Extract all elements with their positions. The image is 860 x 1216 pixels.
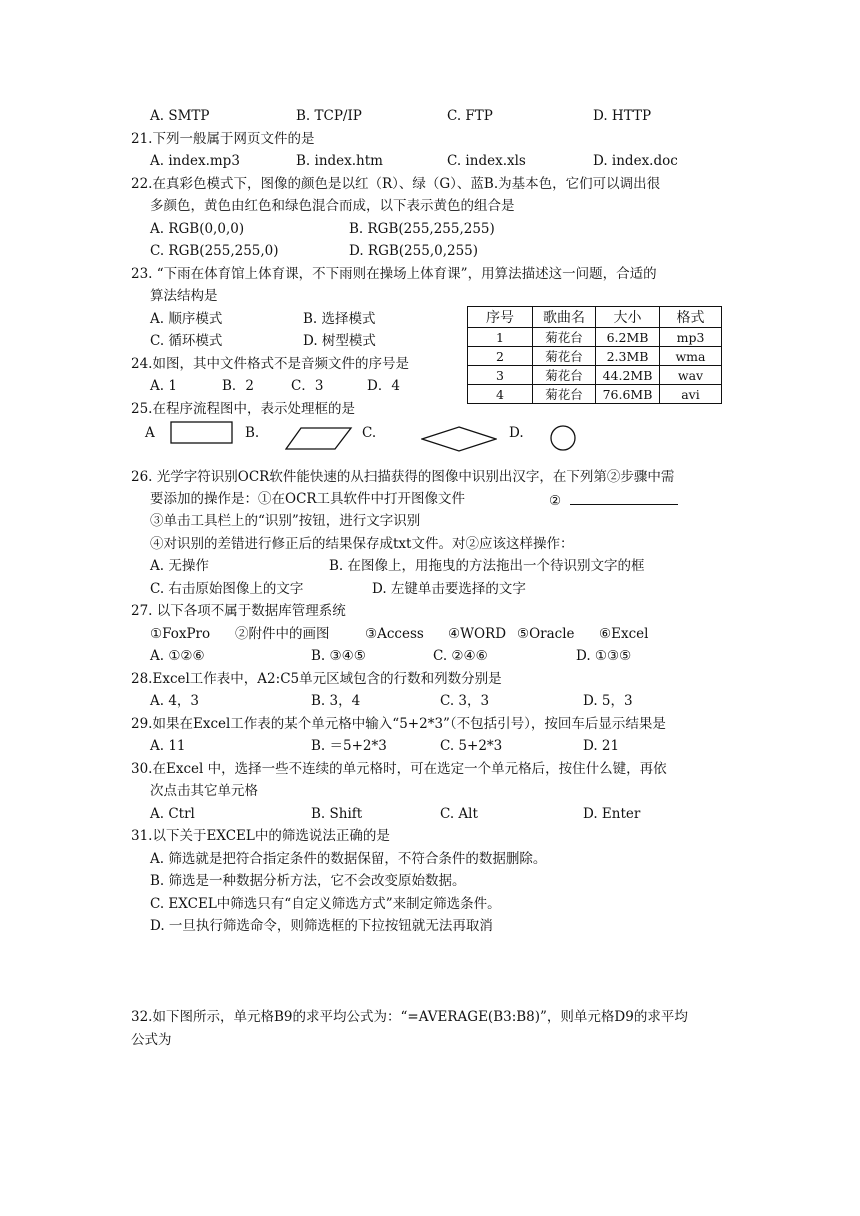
q21-option-b: B. index.htm bbox=[296, 153, 383, 169]
table-row bbox=[468, 366, 722, 385]
q23-stem-line2: 算法结构是 bbox=[150, 288, 218, 304]
cell-size: 44.2MB bbox=[596, 366, 660, 385]
q22-stem-line1: 22.在真彩色模式下，图像的颜色是以红（R）、绿（G）、蓝B.为基本色，它们可以调出很 bbox=[131, 176, 661, 192]
q24-option-c: C．3 bbox=[291, 378, 324, 394]
q27-item-4: ④WORD bbox=[448, 626, 507, 642]
q25-stem: 25.在程序流程图中，表示处理框的是 bbox=[131, 401, 355, 417]
song-table bbox=[467, 306, 722, 404]
q30-option-d: D. Enter bbox=[583, 806, 641, 822]
circle-shape bbox=[549, 424, 577, 452]
q24-option-a: A. 1 bbox=[150, 378, 177, 394]
q24-stem: 24.如图，其中文件格式不是音频文件的序号是 bbox=[131, 356, 409, 372]
q25-label-c: C. bbox=[362, 425, 377, 441]
cell-name: 菊花台 bbox=[533, 328, 596, 347]
q25-label-a: A bbox=[145, 425, 155, 441]
cell-format: mp3 bbox=[660, 328, 722, 347]
q22-option-a: A. RGB(0,0,0) bbox=[150, 221, 245, 237]
q22-stem-line2: 多颜色，黄色由红色和绿色混合而成，以下表示黄色的组合是 bbox=[150, 198, 515, 214]
q26-option-d: D. 左键单击要选择的文字 bbox=[372, 581, 526, 597]
q31-stem: 31.以下关于EXCEL中的筛选说法正确的是 bbox=[131, 828, 390, 844]
diamond-shape bbox=[421, 426, 497, 452]
q29-option-d: D. 21 bbox=[583, 738, 620, 754]
q22-option-c: C. RGB(255,255,0) bbox=[150, 243, 279, 259]
q27-option-c: C. ②④⑥ bbox=[433, 648, 488, 664]
col-header-index: 序号 bbox=[468, 307, 533, 328]
q23-stem-line1: 23. “下雨在体育馆上体育课，不下雨则在操场上体育课”，用算法描述这一问题，合适的 bbox=[131, 266, 657, 282]
cell-format: wma bbox=[660, 347, 722, 366]
q28-option-a: A. 4，3 bbox=[150, 693, 200, 709]
q28-option-b: B. 3，4 bbox=[311, 693, 361, 709]
col-header-name: 歌曲名 bbox=[533, 307, 596, 328]
table-row bbox=[468, 328, 722, 347]
q27-option-a: A. ①②⑥ bbox=[150, 648, 205, 664]
cell-index: 3 bbox=[468, 366, 533, 385]
q20-option-b: B. TCP/IP bbox=[296, 108, 362, 124]
q30-option-b: B. Shift bbox=[311, 806, 363, 822]
q30-option-c: C. Alt bbox=[440, 806, 478, 822]
rectangle-shape bbox=[170, 421, 234, 445]
col-header-size: 大小 bbox=[596, 307, 660, 328]
cell-name: 菊花台 bbox=[533, 385, 596, 404]
q23-option-c: C. 循环模式 bbox=[150, 333, 223, 349]
table-row bbox=[468, 347, 722, 366]
q22-option-b: B. RGB(255,255,255) bbox=[349, 221, 495, 237]
q20-option-d: D. HTTP bbox=[593, 108, 652, 124]
q28-option-d: D. 5，3 bbox=[583, 693, 633, 709]
q32-stem-line2: 公式为 bbox=[131, 1032, 172, 1048]
q28-stem: 28.Excel工作表中，A2:C5单元区域包含的行数和列数分别是 bbox=[131, 671, 502, 687]
q30-stem-line2: 次点击其它单元格 bbox=[150, 783, 258, 799]
cell-format: avi bbox=[660, 385, 722, 404]
q27-item-1: ①FoxPro bbox=[150, 626, 211, 642]
parallelogram-shape bbox=[285, 427, 353, 451]
q26-stem-line2: 要添加的操作是：①在OCR工具软件中打开图像文件 bbox=[150, 491, 466, 507]
q29-option-a: A. 11 bbox=[150, 738, 186, 754]
q32-stem-line1: 32.如下图所示，单元格B9的求平均公式为：“=AVERAGE(B3:B8)”，则单元格D9的求平均 bbox=[131, 1009, 688, 1025]
q27-stem: 27. 以下各项不属于数据库管理系统 bbox=[131, 603, 346, 619]
q25-label-d: D. bbox=[509, 425, 524, 441]
q28-option-c: C. 3，3 bbox=[440, 693, 490, 709]
q20-option-c: C. FTP bbox=[447, 108, 493, 124]
q24-option-b: B．2 bbox=[222, 378, 255, 394]
answer-blank bbox=[570, 490, 678, 505]
q30-stem-line1: 30.在Excel 中，选择一些不连续的单元格时，可在选定一个单元格后，按住什么键，再依 bbox=[131, 761, 667, 777]
q27-item-6: ⑥Excel bbox=[599, 626, 649, 642]
cell-index: 1 bbox=[468, 328, 533, 347]
q23-option-a: A. 顺序模式 bbox=[150, 311, 223, 327]
song-table-header bbox=[468, 307, 722, 328]
q27-item-2: ②附件中的画图 bbox=[235, 626, 330, 642]
cell-size: 2.3MB bbox=[596, 347, 660, 366]
col-header-format: 格式 bbox=[660, 307, 722, 328]
q29-option-c: C. 5+2*3 bbox=[440, 738, 503, 754]
q26-option-c: C. 右击原始图像上的文字 bbox=[150, 581, 304, 597]
q26-blank-marker bbox=[549, 490, 678, 510]
q31-option-c: C. EXCEL中筛选只有“自定义筛选方式”来制定筛选条件。 bbox=[150, 896, 501, 912]
q29-option-b: B. ＝5+2*3 bbox=[311, 738, 387, 754]
q27-option-b: B. ③④⑤ bbox=[311, 648, 366, 664]
q27-item-5: ⑤Oracle bbox=[517, 626, 575, 642]
cell-name: 菊花台 bbox=[533, 366, 596, 385]
q26-option-b: B. 在图像上，用拖曳的方法拖出一个待识别文字的框 bbox=[329, 558, 645, 574]
q23-option-d: D. 树型模式 bbox=[303, 333, 376, 349]
q26-option-a: A. 无操作 bbox=[150, 558, 209, 574]
cell-name: 菊花台 bbox=[533, 347, 596, 366]
cell-index: 4 bbox=[468, 385, 533, 404]
q25-label-b: B. bbox=[245, 425, 260, 441]
q21-option-c: C. index.xls bbox=[447, 153, 526, 169]
q30-option-a: A. Ctrl bbox=[150, 806, 195, 822]
cell-size: 6.2MB bbox=[596, 328, 660, 347]
q26-step3: ③单击工具栏上的“识别”按钮，进行文字识别 bbox=[150, 513, 421, 529]
q26-step4: ④对识别的差错进行修正后的结果保存成txt文件。对②应该这样操作： bbox=[150, 536, 574, 552]
table-row bbox=[468, 385, 722, 404]
q31-option-d: D. 一旦执行筛选命令，则筛选框的下拉按钮就无法再取消 bbox=[150, 918, 493, 934]
q23-option-b: B. 选择模式 bbox=[303, 311, 376, 327]
q31-option-a: A. 筛选就是把符合指定条件的数据保留，不符合条件的数据删除。 bbox=[150, 851, 547, 867]
q27-option-d: D. ①③⑤ bbox=[576, 648, 632, 664]
q26-blank-number: ② bbox=[549, 493, 562, 509]
q29-stem: 29.如果在Excel工作表的某个单元格中输入“5+2*3”（不包括引号），按回车后显示结果是 bbox=[131, 716, 666, 732]
q27-item-3: ③Access bbox=[365, 626, 424, 642]
cell-index: 2 bbox=[468, 347, 533, 366]
cell-format: wav bbox=[660, 366, 722, 385]
q20-option-a: A. SMTP bbox=[150, 108, 210, 124]
q22-option-d: D. RGB(255,0,255) bbox=[349, 243, 479, 259]
q26-stem-line1: 26. 光学字符识别OCR软件能快速的从扫描获得的图像中识别出汉字，在下列第②步骤中需 bbox=[131, 469, 675, 485]
q24-option-d: D．4 bbox=[367, 378, 400, 394]
q21-option-a: A. index.mp3 bbox=[150, 153, 240, 169]
cell-size: 76.6MB bbox=[596, 385, 660, 404]
q21-option-d: D. index.doc bbox=[593, 153, 678, 169]
q21-stem: 21.下列一般属于网页文件的是 bbox=[131, 131, 315, 147]
q31-option-b: B. 筛选是一种数据分析方法，它不会改变原始数据。 bbox=[150, 873, 466, 889]
